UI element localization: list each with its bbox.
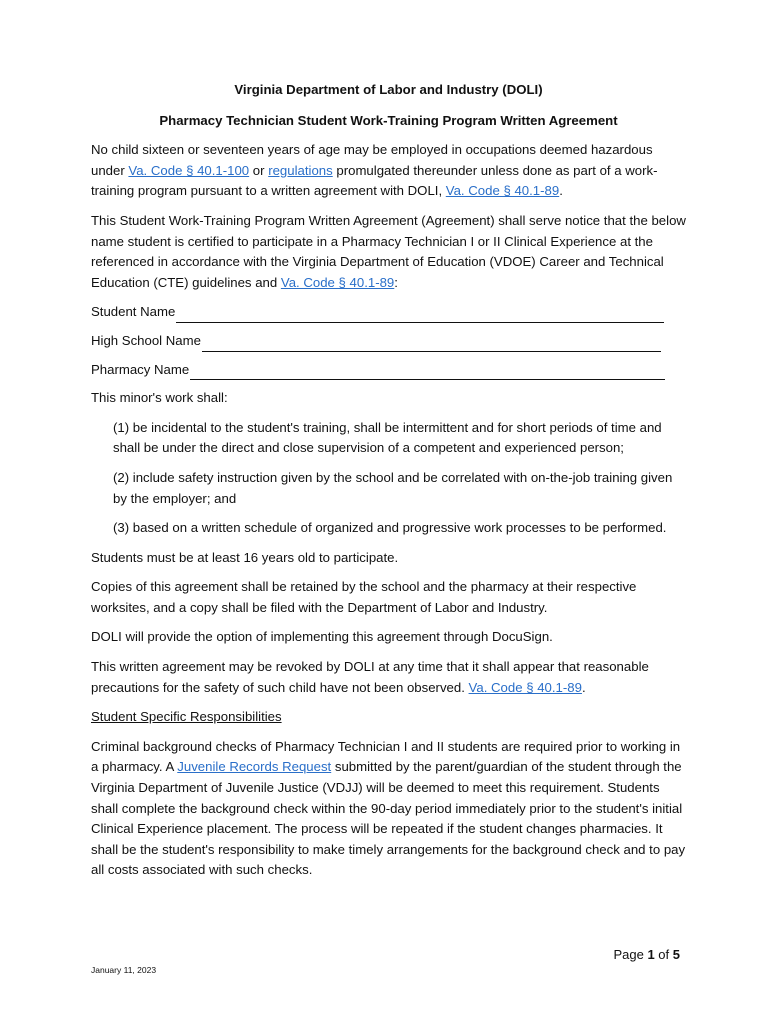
text-span: Criminal background checks of Pharmacy Technician I and II students are required prior to working in a pharmacy. A [91,738,681,775]
paragraph-background-check [91,737,686,881]
link-juvenile-records-request[interactable]: Juvenile Records Request [177,759,332,775]
text-span: No child sixteen or seventeen years of age may be employed in occupations deemed hazardous under [91,142,653,178]
text-span: This written agreement may be revoked by DOLI at any time that it shall appear that reasonable precautions for the safety of such child have not been observed. [91,659,649,695]
document-body [91,80,686,890]
footer-date: January 11, 2023 [91,965,157,975]
text-span: submitted by the parent/guardian of the student through the Virginia Department of Juvenile Justice (VDJJ) will be deemed to meet this requirement. Students shall complete the background check within the 90-day period immediately prior to the student's initial Clinical Experience placement. The process will be repeated if the student changes pharmacies. It shall be the student's responsibility to make timely arrangements for the background check and to pay all costs associated with such checks. [91,759,686,878]
student-name-label: Student Name [91,304,176,320]
link-va-code-40-1-89[interactable]: Va. Code § 40.1-89 [468,679,582,695]
work-item-2: (2) include safety instruction given by the school and be correlated with on-the-job training given by the employer; and [113,469,673,506]
link-va-code-40-1-89[interactable]: Va. Code § 40.1-89 [280,274,395,290]
paragraph-hazardous [91,140,686,202]
pharmacy-name-blank[interactable] [190,365,665,380]
text-span: : [394,274,398,290]
text-span: This Student Work-Training Program Written Agreement (Agreement) shall serve notice that the below name student is certified to participate in a Pharmacy Technician I or II Clinical Experience at the referenced in accordance with the Virginia Department of Education (VDOE) Career and Technical Education (CTE) guidelines and [91,212,686,290]
page-label: Page [613,947,648,962]
work-item-3: (3) based on a written schedule of organized and progressive work processes to be performed. [113,520,667,536]
paragraph-docusign: DOLI will provide the option of implementing this agreement through DocuSign. [91,629,553,645]
page-number [613,947,680,962]
paragraph-copies: Copies of this agreement shall be retained by the school and the pharmacy at their respective worksites, and a copy shall be filed with the Department of Labor and Industry. [91,579,637,615]
section-heading-student-responsibilities: Student Specific Responsibilities [91,709,282,725]
high-school-name-label: High School Name [91,332,201,348]
page-current: 1 [647,947,655,962]
text-span: . [581,679,586,695]
link-regulations[interactable]: regulations [268,162,333,178]
paragraph-agreement-notice [91,211,686,293]
paragraph-revoke [91,657,686,698]
pharmacy-name-field [91,360,686,381]
student-name-field [91,302,686,323]
text-span: . [559,183,563,199]
student-name-blank[interactable] [176,308,664,323]
high-school-name-blank[interactable] [202,337,661,352]
page-of: of [654,947,673,962]
link-va-code-40-1-100[interactable]: Va. Code § 40.1-100 [128,162,250,178]
document-subtitle: Pharmacy Technician Student Work-Training Program Written Agreement [159,112,618,128]
paragraph-age: Students must be at least 16 years old to participate. [91,549,399,565]
page-total: 5 [672,947,680,962]
pharmacy-name-label: Pharmacy Name [91,361,190,377]
link-va-code-40-1-89[interactable]: Va. Code § 40.1-89 [445,183,560,199]
document-title: Virginia Department of Labor and Industry (DOLI) [234,82,543,97]
high-school-name-field [91,331,686,352]
work-item-1: (1) be incidental to the student's training, shall be intermittent and for short periods of time and shall be under the direct and close supervision of a competent and experienced person; [113,419,662,456]
work-intro: This minor's work shall: [91,390,228,406]
text-span: promulgated thereunder unless done as part of a work-training program pursuant to a written agreement with DOLI, [91,162,658,199]
text-span: or [249,162,269,178]
